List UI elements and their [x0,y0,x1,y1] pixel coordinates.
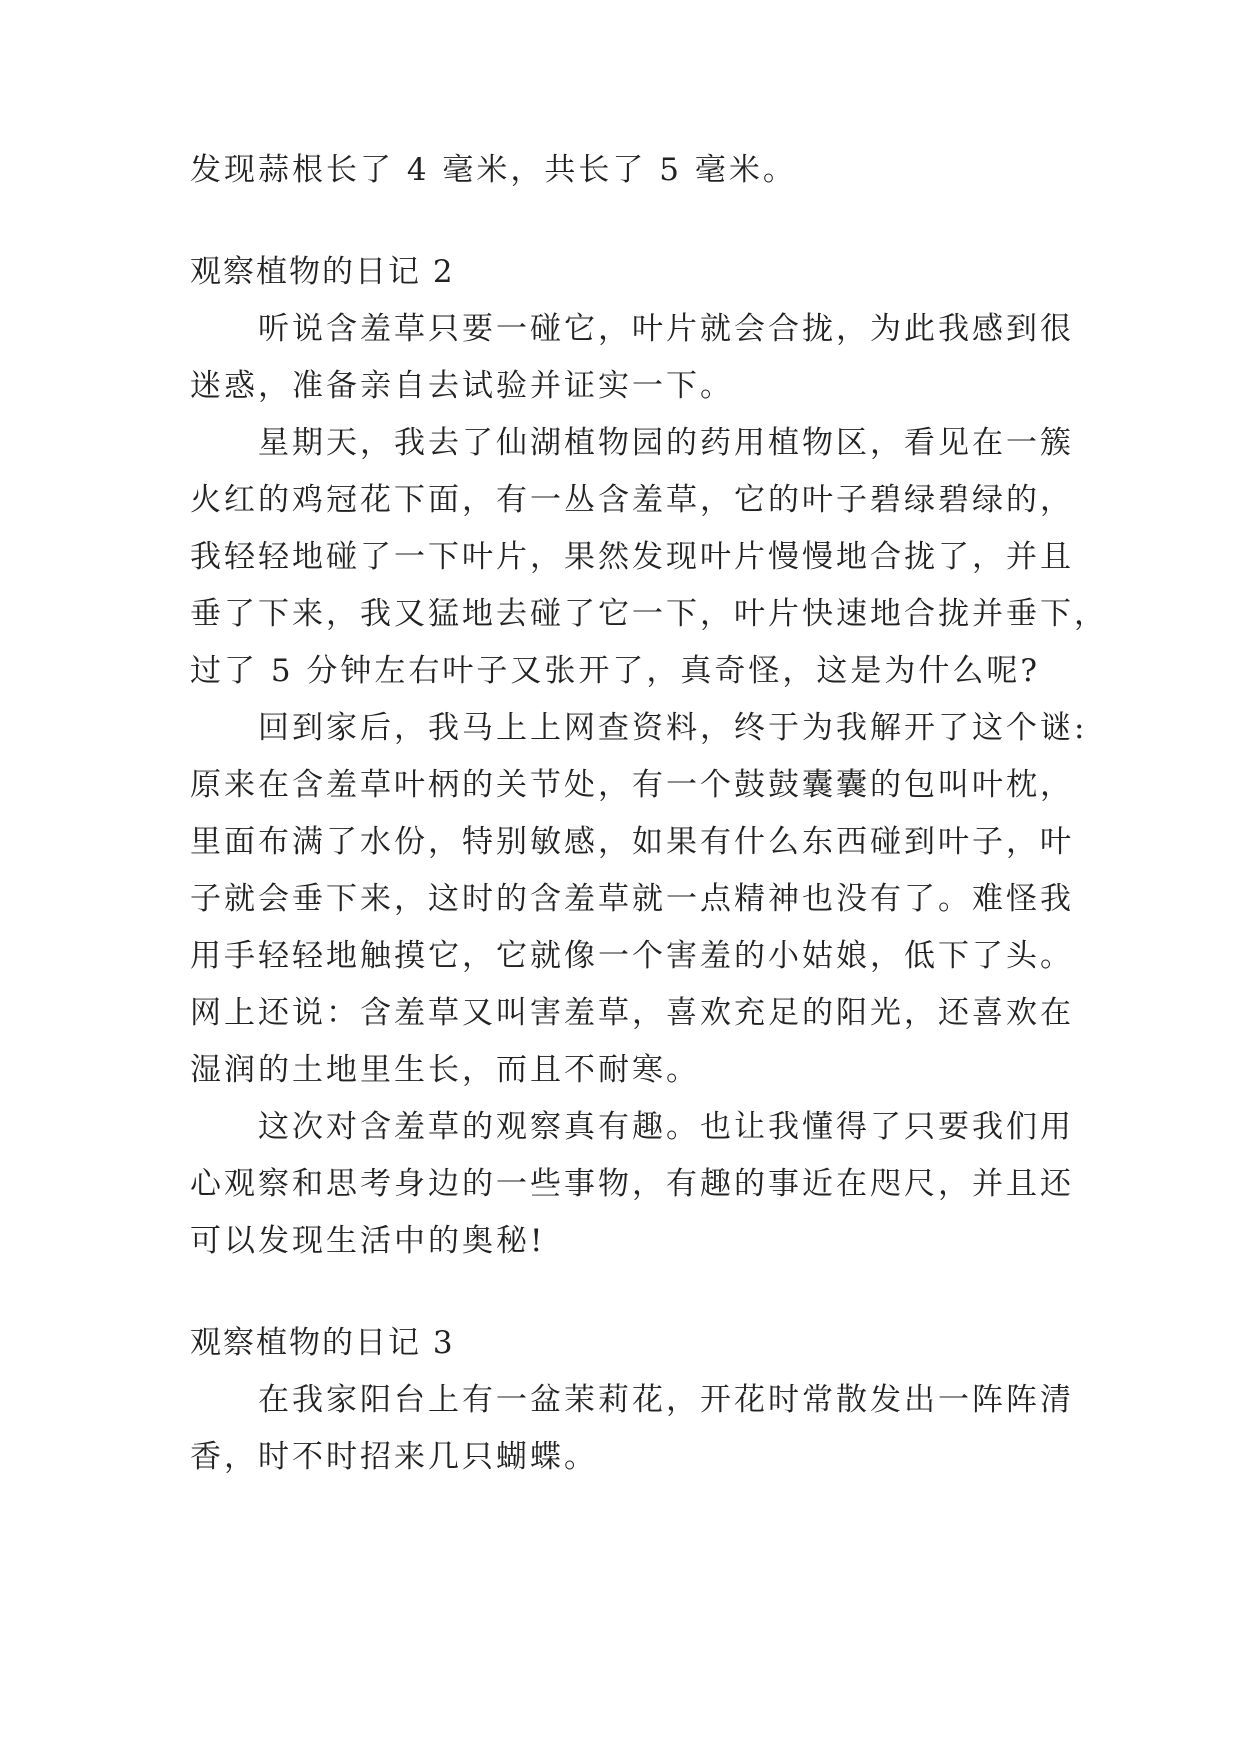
paragraph-line: 听说含羞草只要一碰它，叶片就会合拢，为此我感到很 [258,311,1074,347]
paragraph-line: 迷惑，准备亲自去试验并证实一下。 [190,368,734,404]
paragraph-line: 过了 5 分钟左右叶子又张开了，真奇怪，这是为什么呢? [190,653,1041,689]
paragraph-line: 里面布满了水份，特别敏感，如果有什么东西碰到叶子，叶 [190,824,1074,860]
section-title-2: 观察植物的日记 2 [190,254,455,290]
paragraph-line: 在我家阳台上有一盆茉莉花，开花时常散发出一阵阵清 [258,1382,1074,1418]
paragraph-line: 这次对含羞草的观察真有趣。也让我懂得了只要我们用 [258,1109,1074,1145]
intro-paragraph-line: 发现蒜根长了 4 毫米，共长了 5 毫米。 [190,152,797,188]
paragraph-line: 回到家后，我马上上网查资料，终于为我解开了这个谜: [258,710,1088,746]
paragraph-line: 垂了下来，我又猛地去碰了它一下，叶片快速地合拢并垂下， [190,596,1108,632]
paragraph-line: 原来在含羞草叶柄的关节处，有一个鼓鼓囊囊的包叫叶枕， [190,767,1074,803]
paragraph-line: 子就会垂下来，这时的含羞草就一点精神也没有了。难怪我 [190,881,1074,917]
paragraph-line: 香，时不时招来几只蝴蝶。 [190,1439,598,1475]
paragraph-line: 湿润的土地里生长，而且不耐寒。 [190,1052,700,1088]
paragraph-line: 可以发现生活中的奥秘! [190,1223,546,1259]
paragraph-line: 网上还说：含羞草又叫害羞草，喜欢充足的阳光，还喜欢在 [190,995,1074,1031]
paragraph-line: 我轻轻地碰了一下叶片，果然发现叶片慢慢地合拢了，并且 [190,539,1074,575]
paragraph-line: 火红的鸡冠花下面，有一丛含羞草，它的叶子碧绿碧绿的， [190,482,1074,518]
section-title-3: 观察植物的日记 3 [190,1325,455,1361]
paragraph-line: 星期天，我去了仙湖植物园的药用植物区，看见在一簇 [258,425,1074,461]
paragraph-line: 心观察和思考身边的一些事物，有趣的事近在咫尺，并且还 [190,1166,1074,1202]
paragraph-line: 用手轻轻地触摸它，它就像一个害羞的小姑娘，低下了头。 [190,938,1074,974]
